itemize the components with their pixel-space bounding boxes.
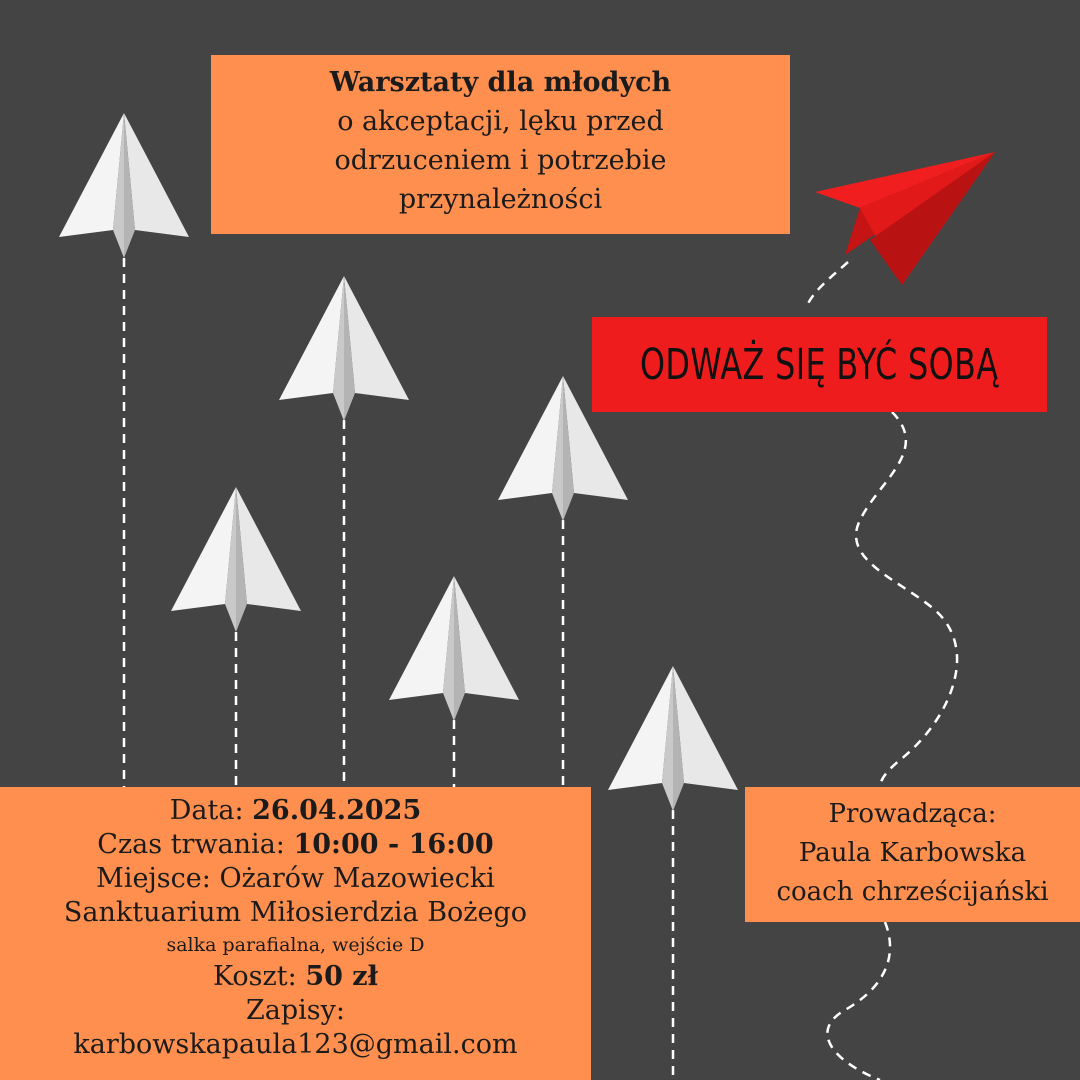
slogan-banner: [592, 317, 1047, 412]
duration-label: Czas trwania:: [97, 829, 285, 860]
date-row: [0, 794, 591, 828]
duration-row: [0, 828, 591, 862]
date-value: 26.04.2025: [252, 795, 422, 826]
cost-label: Koszt:: [212, 961, 297, 992]
host-name: Paula Karbowska: [798, 838, 1027, 868]
signup-label: Zapisy:: [246, 995, 345, 1026]
host-box: [745, 787, 1080, 922]
paper-plane-icon: [279, 276, 409, 421]
host-label: Prowadząca:: [828, 799, 997, 829]
venue-line: Sanktuarium Miłosierdzia Bożego: [63, 897, 528, 928]
paper-plane-icon: [608, 666, 738, 811]
workshop-title: Warsztaty dla młodych: [329, 67, 672, 98]
cost-row: [0, 960, 591, 994]
workshop-subtitle-line-3: przynależności: [398, 184, 603, 215]
paper-plane-icon: [389, 576, 519, 721]
paper-plane-icon: [59, 113, 189, 258]
slogan-text: ODWAŻ SIĘ BYĆ SOBĄ: [640, 339, 999, 390]
cost-value: 50 zł: [305, 961, 379, 992]
duration-value: 10:00 - 16:00: [293, 829, 494, 860]
workshop-title-box: [211, 55, 790, 234]
workshop-subtitle-line-2: odrzuceniem i potrzebie: [334, 145, 667, 176]
host-role: coach chrześcijański: [776, 877, 1049, 907]
workshop-subtitle-line-1: o akceptacji, lęku przed: [337, 106, 664, 137]
date-label: Data:: [169, 795, 244, 826]
red-paper-plane-icon: [815, 152, 995, 285]
room-line: salka parafialna, wejście D: [166, 934, 425, 956]
event-details-box: [0, 787, 591, 1080]
paper-plane-icon: [171, 487, 301, 632]
place-line: Miejsce: Ożarów Mazowiecki: [96, 863, 495, 894]
signup-email: karbowskapaula123@gmail.com: [73, 1029, 518, 1060]
